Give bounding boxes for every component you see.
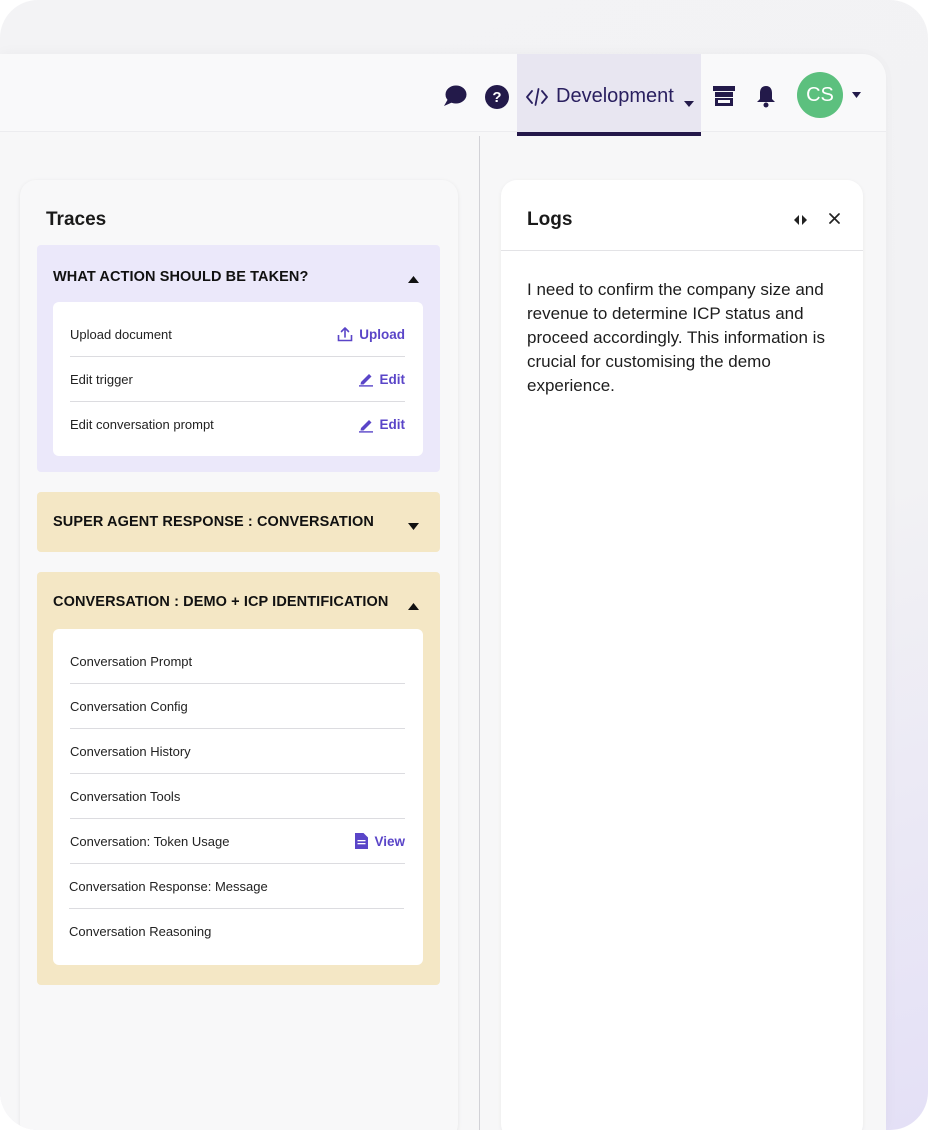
top-bar bbox=[0, 54, 886, 132]
active-tab-indicator bbox=[517, 132, 701, 136]
trace-row-label: Conversation: Token Usage bbox=[70, 833, 230, 849]
edit-button-label: Edit bbox=[379, 417, 405, 432]
traces-panel bbox=[20, 180, 458, 1130]
environment-label: Development bbox=[556, 85, 674, 107]
view-button[interactable] bbox=[355, 833, 405, 849]
environment-selector[interactable] bbox=[517, 54, 701, 136]
close-icon[interactable] bbox=[829, 211, 840, 229]
chevron-down-icon[interactable] bbox=[408, 517, 419, 535]
trace-row[interactable] bbox=[70, 774, 405, 819]
trace-row bbox=[70, 357, 405, 402]
pencil-icon bbox=[358, 371, 374, 387]
trace-row-label: Conversation Config bbox=[70, 698, 188, 714]
upload-button[interactable] bbox=[337, 326, 405, 342]
trace-section-title[interactable]: WHAT ACTION SHOULD BE TAKEN? bbox=[53, 269, 309, 285]
edit-prompt-button[interactable] bbox=[358, 417, 406, 433]
trace-row-label: Edit trigger bbox=[70, 371, 133, 387]
trace-row bbox=[70, 402, 405, 447]
avatar-menu-chevron-icon[interactable] bbox=[852, 92, 861, 98]
trace-row[interactable] bbox=[70, 684, 405, 729]
trace-section-card bbox=[53, 629, 423, 965]
pencil-icon bbox=[358, 417, 374, 433]
app-window bbox=[0, 54, 886, 1130]
trace-row-label: Conversation Tools bbox=[70, 788, 181, 804]
edit-button-label: Edit bbox=[379, 371, 405, 387]
trace-row-label: Conversation Response: Message bbox=[69, 878, 268, 894]
logs-title: Logs bbox=[527, 209, 573, 230]
trace-row bbox=[70, 312, 405, 357]
traces-title: Traces bbox=[46, 209, 107, 230]
edit-trigger-button[interactable] bbox=[358, 371, 406, 387]
trace-row[interactable] bbox=[69, 909, 404, 954]
chevron-up-icon[interactable] bbox=[408, 597, 419, 615]
logs-header bbox=[501, 180, 863, 251]
expand-horizontal-icon[interactable] bbox=[794, 212, 807, 230]
trace-section-super-agent[interactable] bbox=[37, 492, 440, 552]
trace-row-label: Conversation Prompt bbox=[70, 653, 193, 669]
logs-body-text: I need to confirm the company size and revenue to determine ICP status and proceed accordingly. This information is crucial for customising the demo experience. bbox=[527, 280, 825, 395]
chat-bubble-icon[interactable] bbox=[442, 84, 468, 108]
logs-panel bbox=[501, 180, 863, 1130]
help-icon[interactable]: ? bbox=[485, 85, 509, 109]
trace-row-label: Conversation Reasoning bbox=[69, 924, 212, 939]
document-icon bbox=[355, 833, 368, 849]
panel-divider bbox=[479, 136, 480, 1130]
upload-button-label: Upload bbox=[359, 326, 405, 342]
trace-row[interactable] bbox=[70, 729, 405, 774]
store-icon[interactable] bbox=[712, 84, 736, 108]
trace-row-label: Conversation History bbox=[70, 743, 191, 759]
trace-section-title: SUPER AGENT RESPONSE : CONVERSATION bbox=[53, 514, 374, 530]
trace-section-card bbox=[53, 302, 423, 456]
chevron-down-icon bbox=[684, 94, 694, 112]
bell-icon[interactable] bbox=[756, 84, 776, 108]
trace-section-conversation bbox=[37, 572, 440, 985]
trace-section-title[interactable]: CONVERSATION : DEMO + ICP IDENTIFICATION bbox=[53, 594, 389, 610]
trace-row[interactable] bbox=[70, 639, 405, 684]
chevron-up-icon[interactable] bbox=[408, 270, 419, 288]
trace-section-what-action bbox=[37, 245, 440, 472]
view-button-label: View bbox=[374, 833, 405, 849]
trace-row[interactable] bbox=[69, 864, 404, 909]
trace-row-label: Upload document bbox=[70, 326, 172, 342]
avatar[interactable]: CS bbox=[797, 72, 843, 118]
code-icon bbox=[526, 88, 548, 111]
top-bar-divider bbox=[0, 131, 886, 132]
trace-row-label: Edit conversation prompt bbox=[70, 417, 214, 432]
upload-icon bbox=[337, 326, 353, 342]
trace-row bbox=[70, 819, 405, 864]
